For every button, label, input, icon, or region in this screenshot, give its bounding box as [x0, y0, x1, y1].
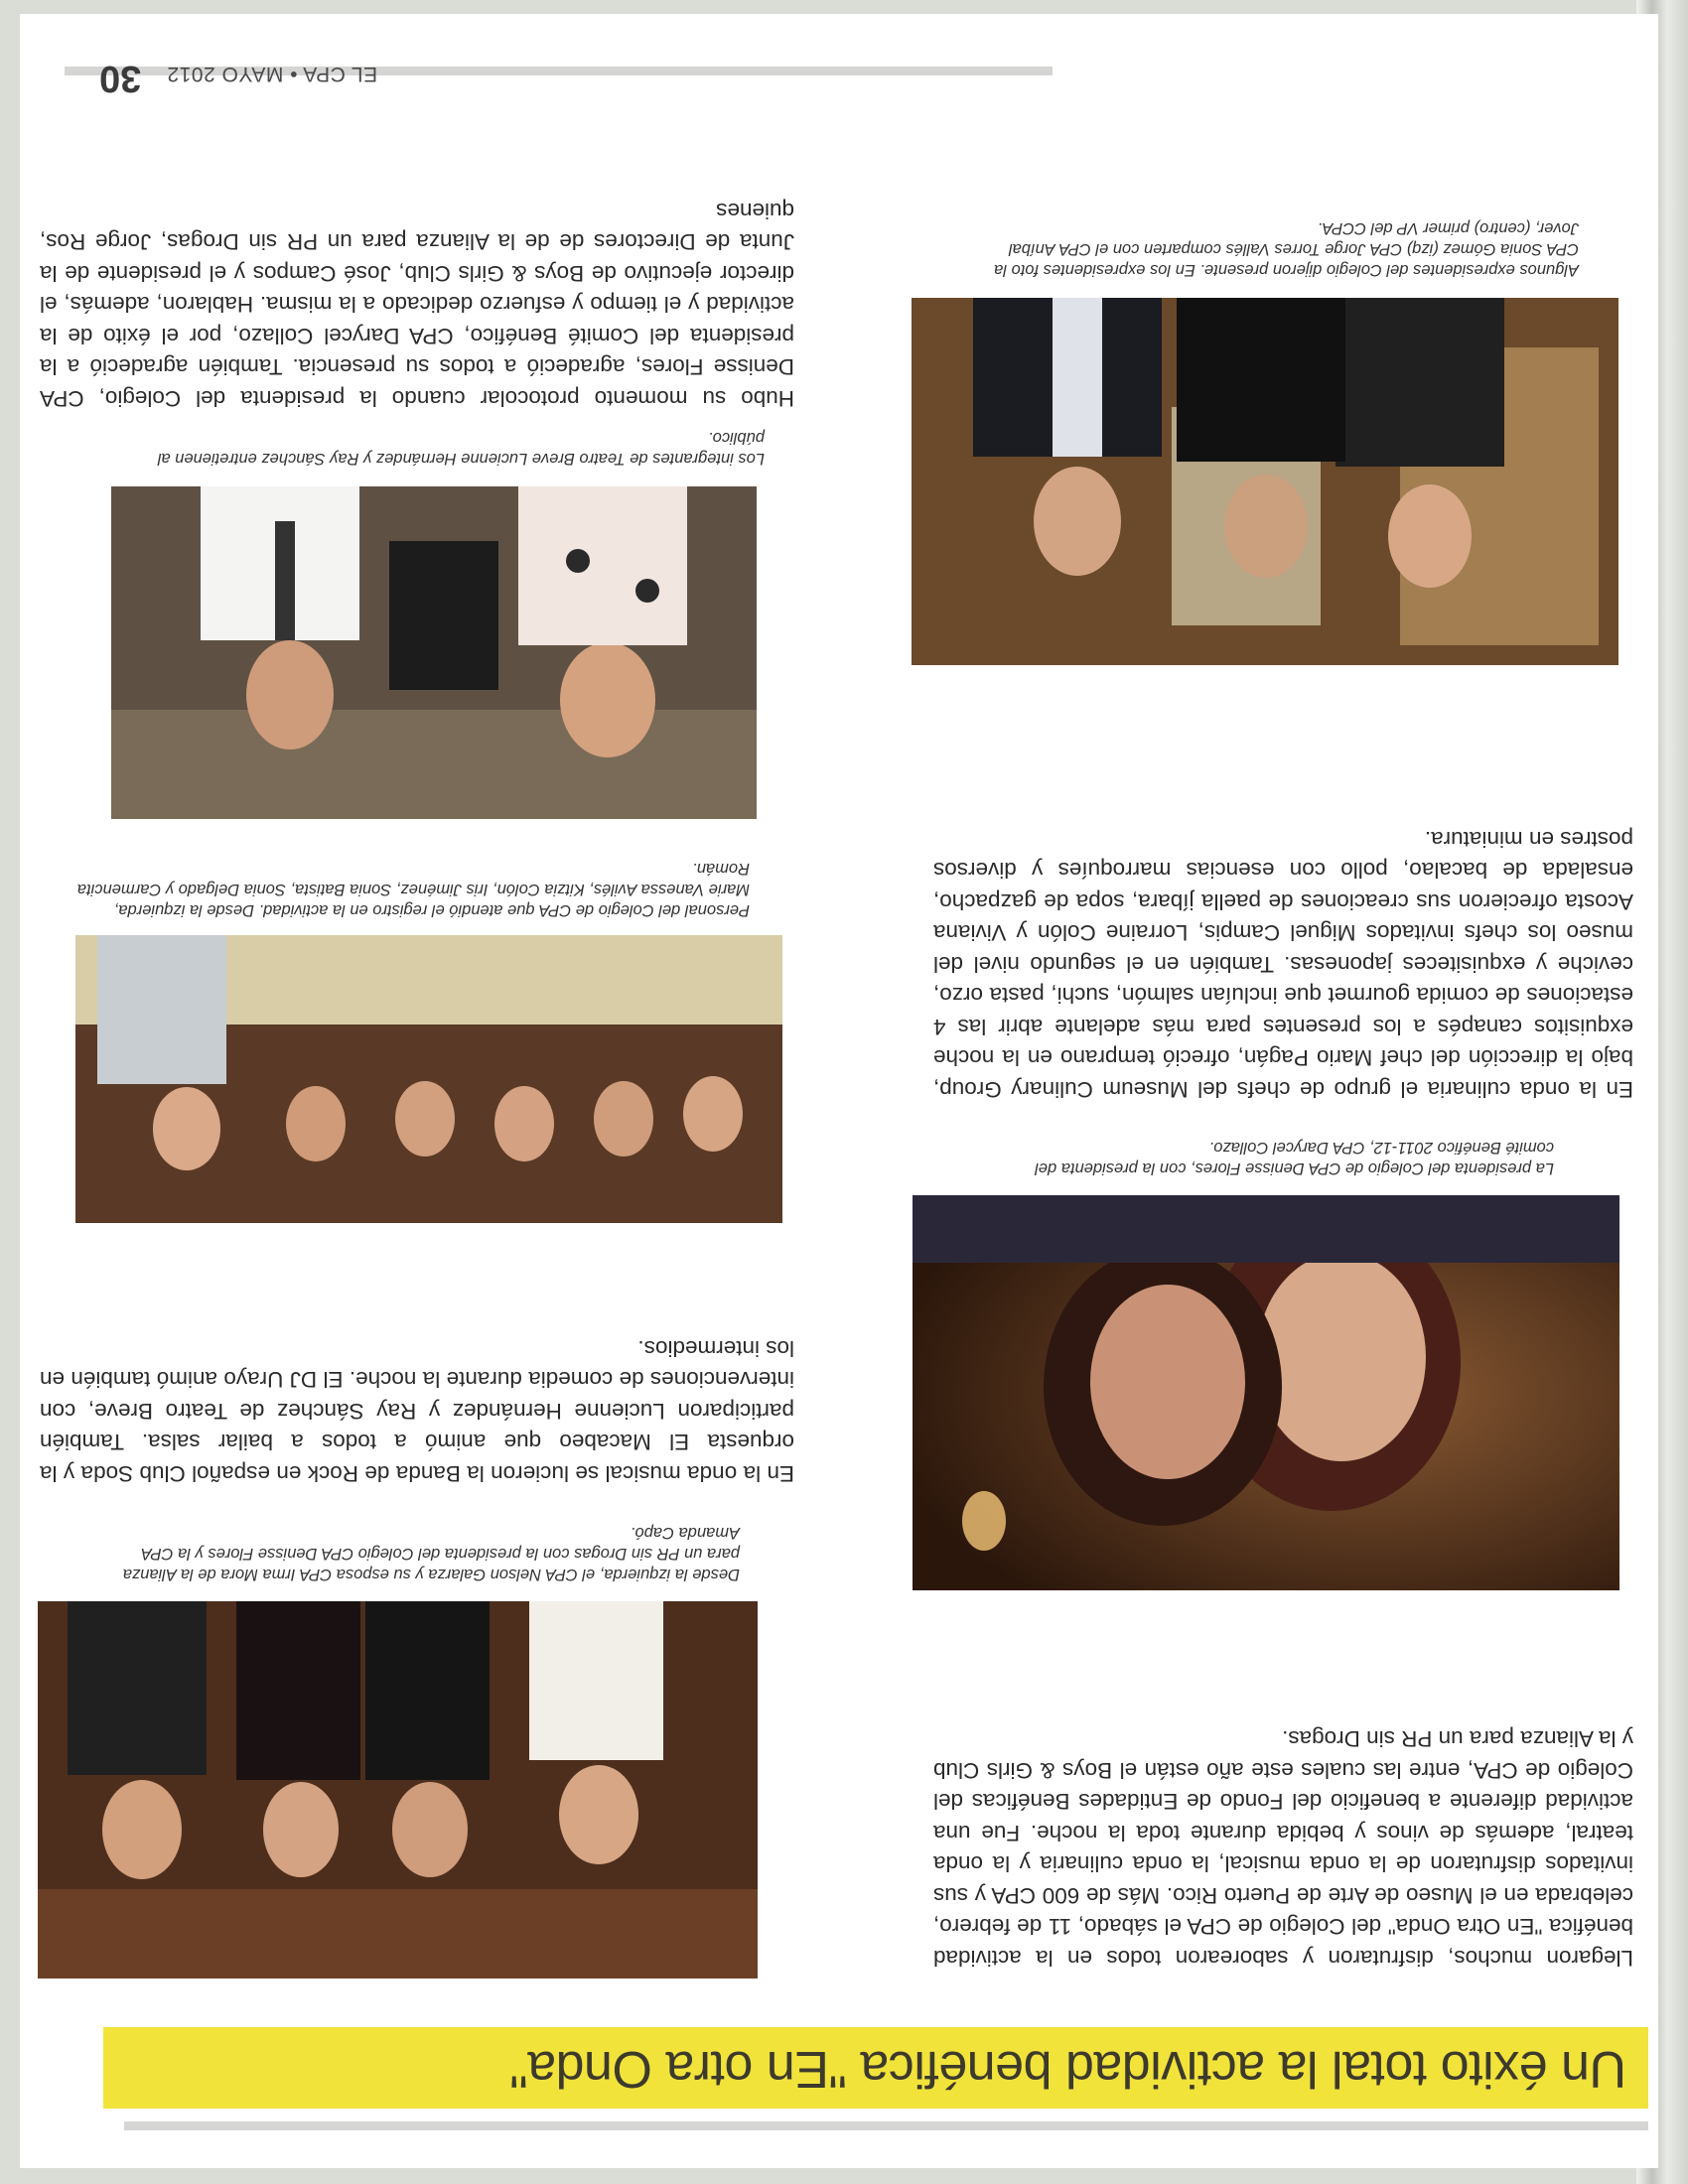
photo-registration-staff: [75, 935, 782, 1223]
paragraph-culinary: En la onda culinaria el grupo de chefs del Museum Culinary Group, bajo la dirección del chef Mario Pagán, ofreció temprano en la noche exquisitos canapés a los presentes para más adelante abrir las 4 estaciones de comida gourmet que incluían salmón, suchi, pasta orzo, ceviche y exquisiteces japonesas. También en el segundo nivel del museo los chefs invitados Miguel Campis, Lorraine Colón y Viviana Acosta ofrecieron sus creaciones de paella jíbara, sopa de gazpacho, ensalada de bacalao, pollo con esencias marroquíes y diversos postres en miniatura.: [933, 827, 1633, 1102]
article-title: Un éxito total la actividad benéfica "En otra Onda": [509, 2040, 1626, 2098]
photo-alianza-group: [38, 1601, 758, 1979]
photo-presidents: [913, 1195, 1619, 1590]
page-folio: [99, 50, 526, 99]
page-number: 30: [99, 58, 142, 99]
caption-photo-2: Algunos expresidentes del Colegio dijeron presente. En los expresidentes foto la CPA Sonia Gómez (izq) CPA Jorge Torres Vallés comparten con el CPA Aníbal Jover, (centro) primer VP del CCPA.: [994, 219, 1579, 279]
caption-photo-5: Los integrantes de Teatro Breve Lucienne Hernández y Ray Sánchez entretienen al público.: [157, 429, 765, 468]
caption-photo-1: La presidenta del Colegio de CPA Denisse Flores, con la presidenta del comité Benéfico 2011-12, CPA Darycel Collazo.: [1035, 1139, 1554, 1177]
top-rule: [124, 2121, 1648, 2130]
paragraph-music: En la onda musical se lucieron la Banda de Rock en español Club Soda y la orquesta El Macabeo que animó a todos a bailar salsa. También participaron Lucienne Hernández y Ray Sánchez de Teatro Breve, con intervenciones de comedia durante la noche. El DJ Urayo animó también en los intermedios.: [40, 1336, 794, 1486]
caption-photo-4: Personal del Colegio de CPA que atendió el registro en la actividad. Desde la izquierda, Marie Vanessa Avilés, Kitzia Colón, Iris Jiménez, Sonia Batista, Sonia Delgado y Carmencita Román.: [76, 860, 750, 919]
publication-label: EL CPA • MAYO 2012: [167, 63, 378, 85]
photo-teatro-breve: [111, 486, 757, 819]
paragraph-protocol: Hubo su momento protocolar cuando la presidenta del Colegio, CPA Denisse Flores, agradeció a todos su presencia. También agradeció a la presidenta del Comité Benéfico, CPA Darycel Collazo, por el éxito de la actividad y el tiempo y esfuerzo dedicado a la misma. Hablaron, además, el director ejecutivo de Boys & Girls Club, José Campos y el presidente de la Junta de Directores de de la Alianza para un PR sin Drogas, Jorge Ros, quienes: [40, 199, 794, 411]
paragraph-intro: Llegaron muchos, disfrutaron y saborearon todos en la actividad benéfica "En Otra Onda" del Colegio de CPA el sábado, 11 de febrero, celebrada en el Museo de Arte de Puerto Rico. Más de 600 CPA y sus invitados disfrutaron de la onda musical, la onda culinaria y la onda teatral, además de vinos y bebida durante toda la noche. Fue una actividad diferente a beneficio del Fondo de Entidades Benéficas del Colegio de CPA, entre las cuales este año están el Boys & Girls Club y la Alianza para un PR sin Drogas.: [933, 1726, 1633, 1971]
caption-photo-3: Desde la izquierda, el CPA Nelson Galarza y su esposa CPA Irma Mora de la Alianza para un PR sin Drogas con la presidenta del Colegio CPA Denisse Flores y la CPA Amanda Capó.: [122, 1524, 740, 1583]
photo-expresidents: [912, 298, 1618, 665]
